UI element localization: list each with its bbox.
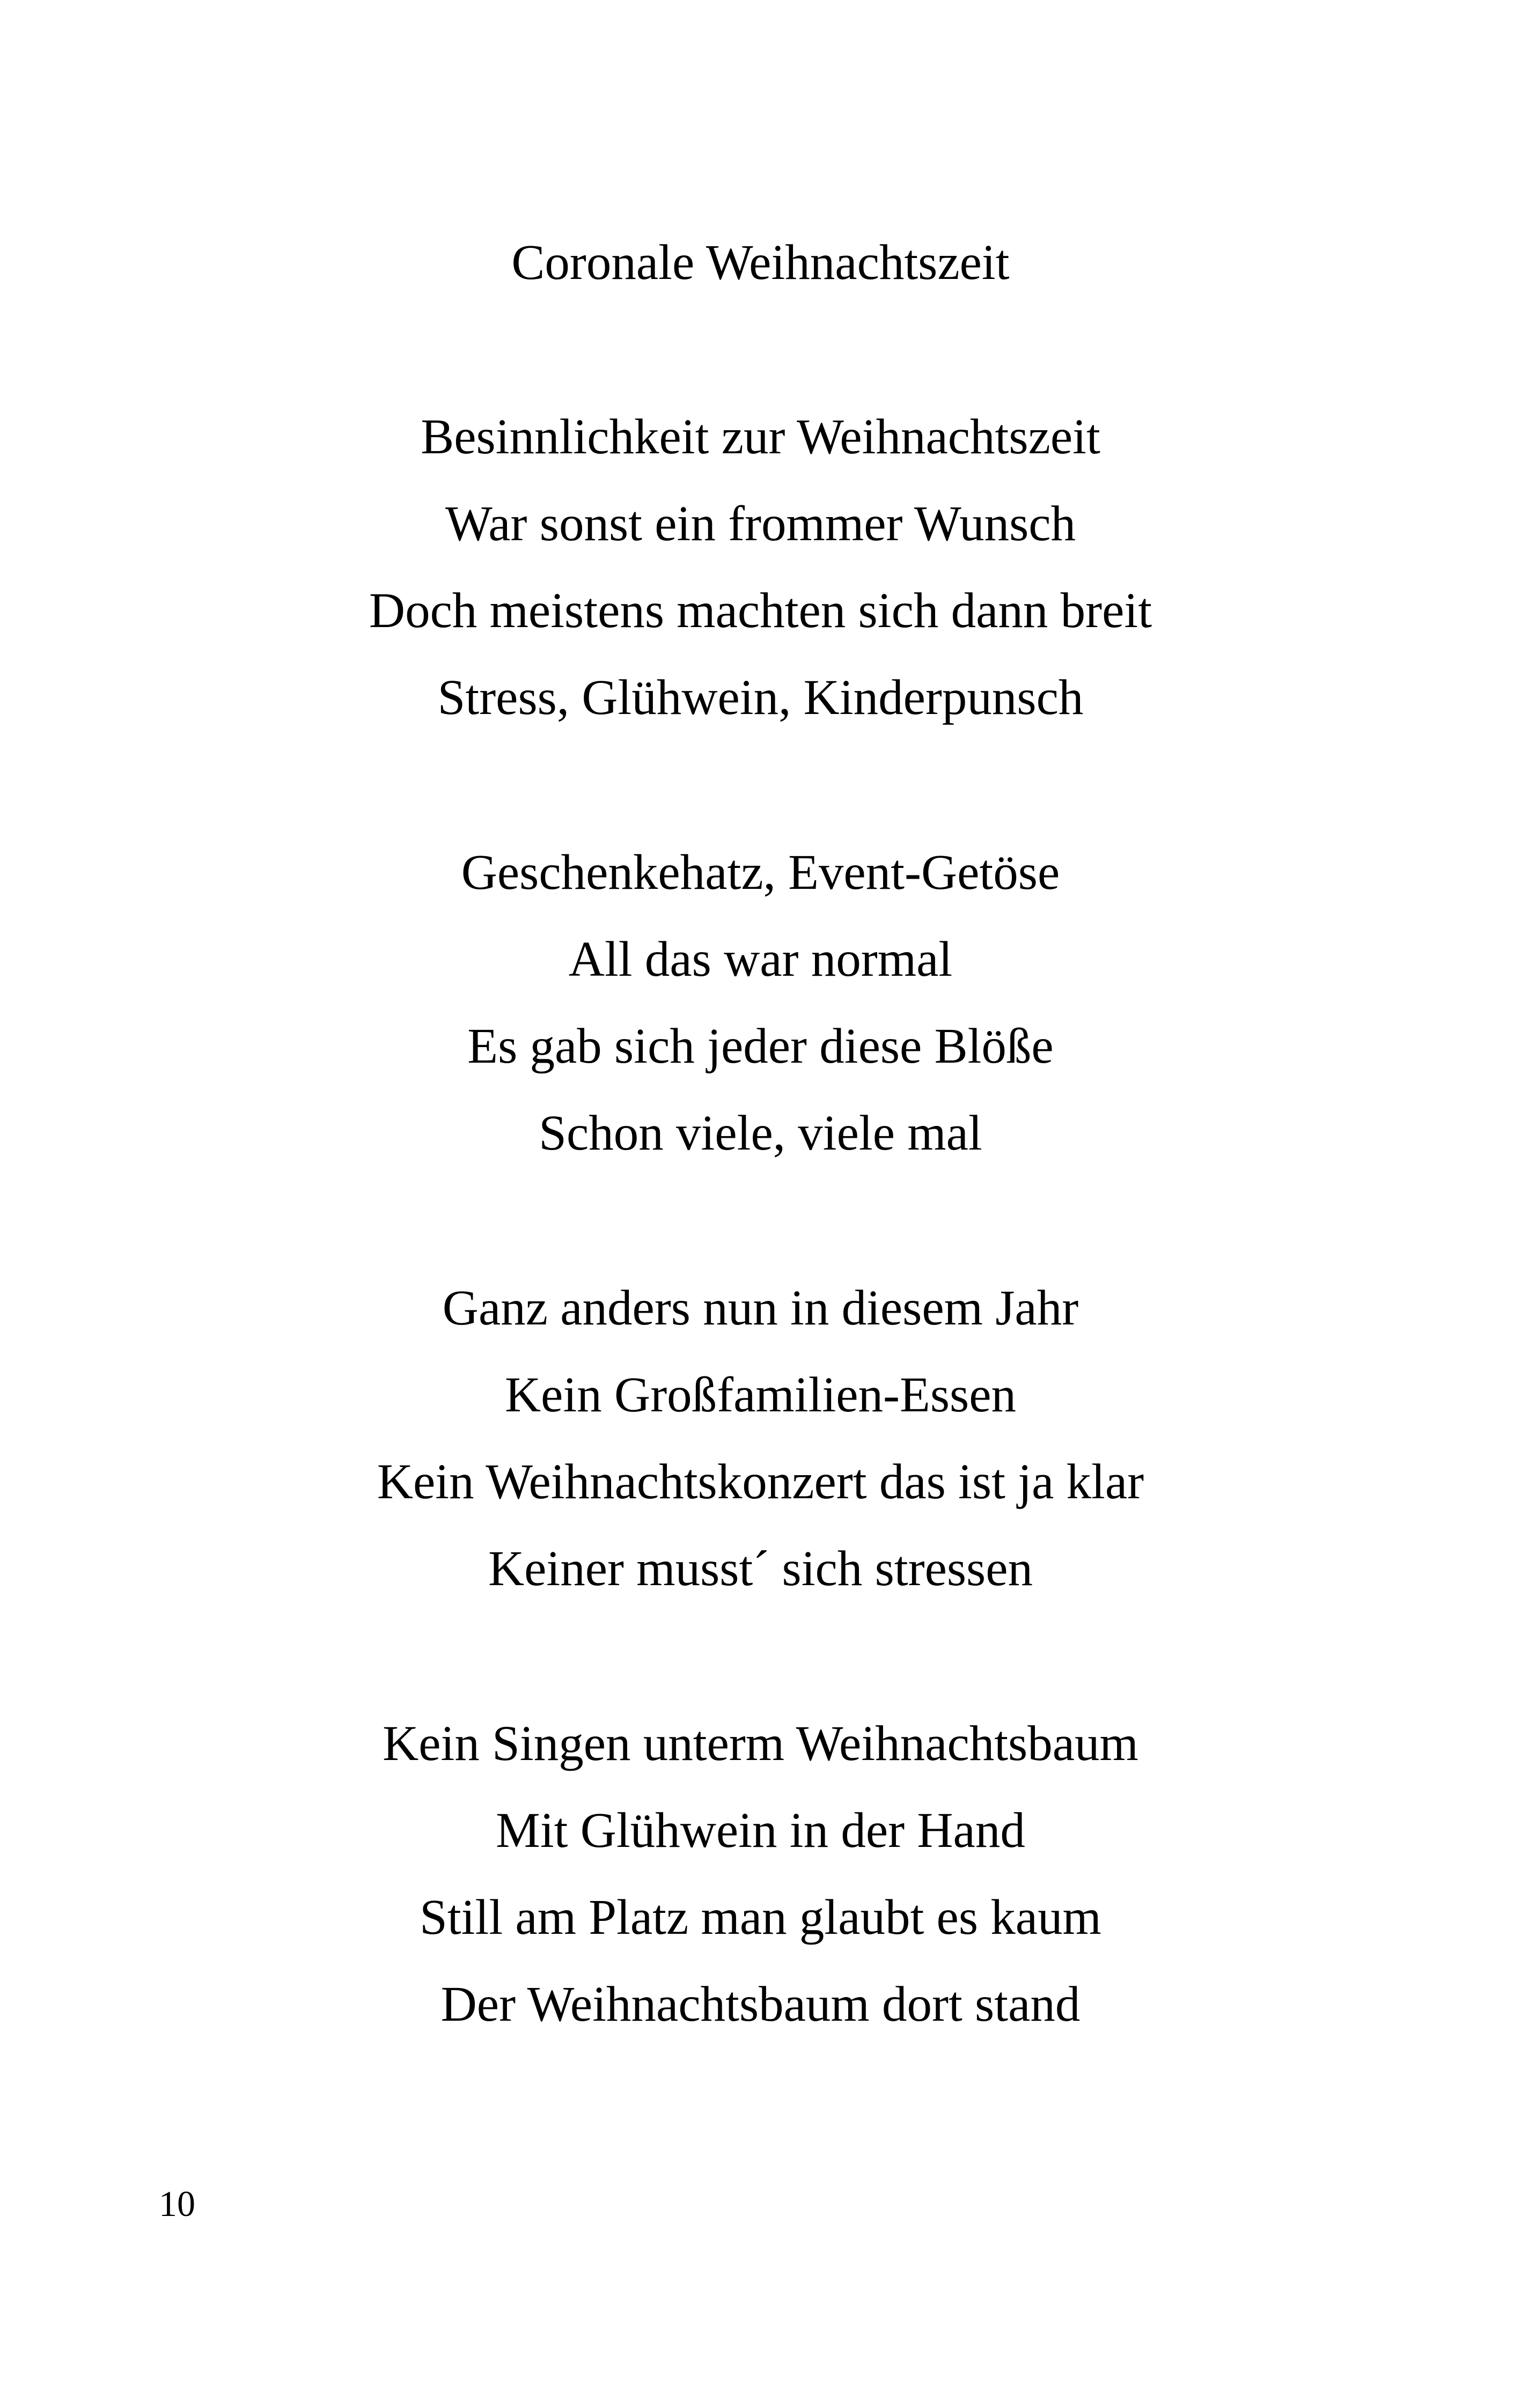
page-number: 10 <box>159 2183 195 2224</box>
poem-line: Ganz anders nun in diesem Jahr <box>442 1280 1079 1336</box>
poem-line: Es gab sich jeder diese Blöße <box>467 1019 1054 1074</box>
stanza-4 <box>0 1717 1521 2065</box>
poem-title: Coronale Weihnachtszeit <box>511 235 1010 290</box>
poem-line: Schon viele, viele mal <box>539 1106 982 1161</box>
poem-line: War sonst ein frommer Wunsch <box>445 496 1076 551</box>
poem-line: Besinnlichkeit zur Weihnachtszeit <box>421 409 1100 465</box>
poem-line: Keiner musst´ sich stressen <box>488 1541 1033 1596</box>
poem-line: Geschenkehatz, Event-Getöse <box>461 845 1060 900</box>
stanza-1 <box>0 410 1521 758</box>
poem-line: Kein Weihnachtskonzert das ist ja klar <box>377 1454 1144 1509</box>
poem-line: Stress, Glühwein, Kinderpunsch <box>437 670 1084 725</box>
poem-line: Doch meistens machten sich dann breit <box>369 583 1152 638</box>
stanza-2 <box>0 846 1521 1194</box>
poem-line: Kein Singen unterm Weihnachtsbaum <box>383 1716 1138 1771</box>
poem-line: Mit Glühwein in der Hand <box>496 1803 1025 1858</box>
poem-line: Der Weihnachtsbaum dort stand <box>440 1977 1081 2032</box>
stanza-3 <box>0 1282 1521 1629</box>
poem-line: Still am Platz man glaubt es kaum <box>420 1890 1101 1945</box>
poem-line: Kein Großfamilien-Essen <box>505 1367 1016 1423</box>
poem-line: All das war normal <box>568 932 953 987</box>
